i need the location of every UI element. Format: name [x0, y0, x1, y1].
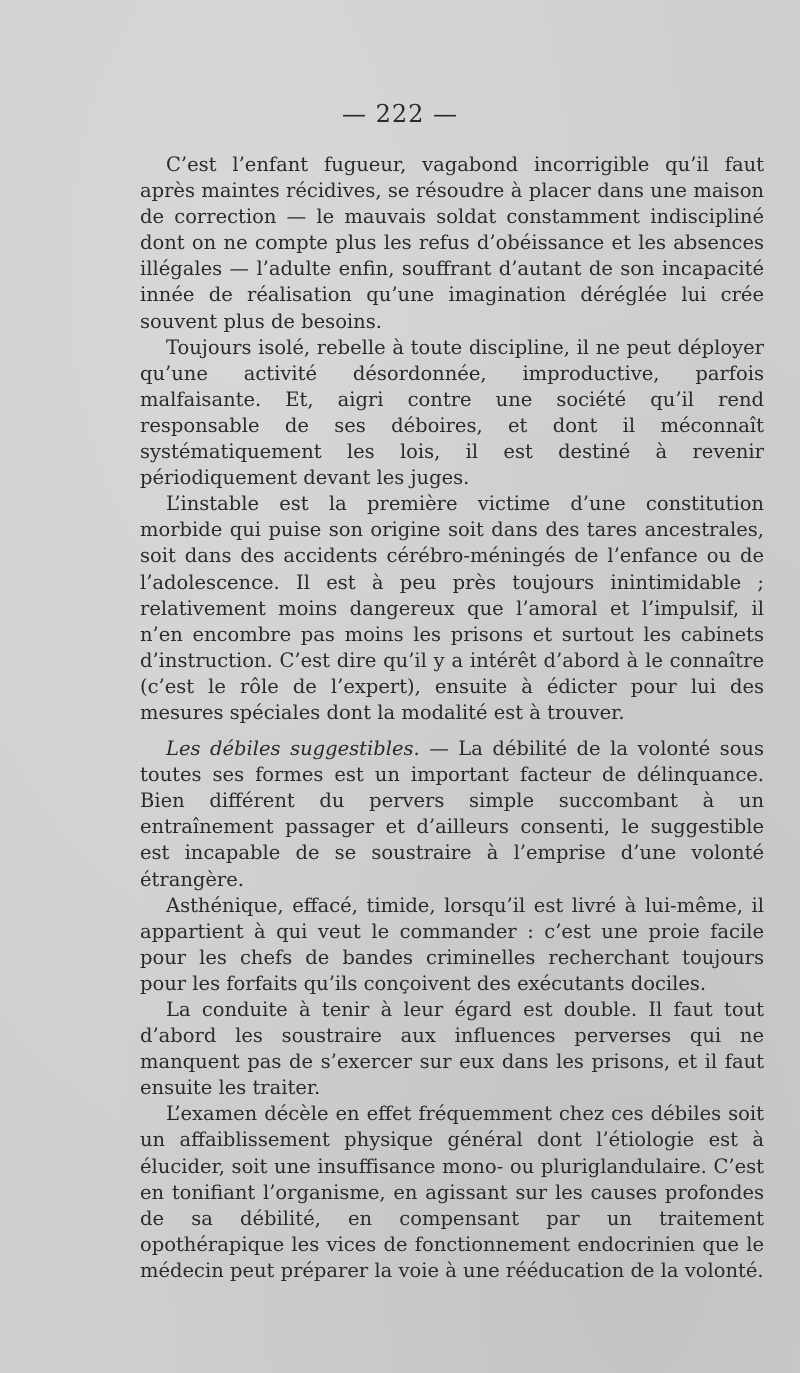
paragraph [140, 1101, 764, 1284]
paragraph-text: C’est l’enfant fugueur, vagabond incorrigible qu’il faut après maintes récidives, se résoudre à placer dans une maison de correction — le mauvais soldat constamment indiscipliné dont on ne compte plus les refus d’obéissance et les absences illégales — l’adulte enfin, souffrant d’autant de son incapacité innée de réalisation qu’une imagination déréglée lui crée souvent plus de besoins. [140, 153, 764, 333]
paragraph-text: L’examen décèle en effet fréquemment chez ces débiles soit un affaiblissement physique général dont l’étiologie est à élucider, soit une insuffisance mono- ou pluriglandulaire. C’est en tonifiant l’organisme, en agissant sur les causes profondes de sa débilité, en compensant par un traitement opothérapique les vices de fonctionnement endocrinien que le médecin peut préparer la voie à une rééducation de la volonté. [140, 1102, 764, 1282]
paragraph-text: La conduite à tenir à leur égard est double. Il faut tout d’abord les soustraire aux influences perverses qui ne manquent pas de s’exercer sur eux dans les prisons, et il faut ensuite les traiter. [140, 998, 764, 1100]
paragraph [140, 997, 764, 1101]
paragraph-text: Asthénique, effacé, timide, lorsqu’il est livré à lui-même, il appartient à qui veut le commander : c’est une proie facile pour les chefs de bandes criminelles recherchant toujours pour les forfaits qu’ils conçoivent des exécutants dociles. [140, 893, 764, 995]
text-body [140, 152, 764, 1284]
paragraph-text: L’instable est la première victime d’une constitution morbide qui puise son origine soit dans des tares ancestrales, soit dans des accidents cérébro-méningés de l’enfance ou de l’adolescence. Il est à peu près toujours inintimidable ; relativement moins dangereux que l’amoral et l’impulsif, il n’en encombre pas moins les prisons et surtout les cabinets d’instruction. C’est dire qu’il y a intérêt d’abord à le connaître (c’est le rôle de l’expert), ensuite à édicter pour lui des mesures spéciales dont la modalité est à trouver. [140, 492, 764, 724]
paragraph-text: Toujours isolé, rebelle à toute discipline, il ne peut déployer qu’une activité désordonnée, improductive, parfois malfaisante. Et, aigri contre une société qu’il rend responsable de ses déboires, et dont il méconnaît systématiquement les lois, il est destiné à revenir périodiquement devant les juges. [140, 335, 764, 490]
paragraph [140, 736, 764, 893]
paragraph [140, 152, 764, 335]
page-number: — 222 — [341, 100, 459, 128]
paragraph [140, 491, 764, 726]
paragraph [140, 893, 764, 997]
paragraph-text: — La débilité de la volonté sous toutes ses formes est un important facteur de délinquance. Bien différent du pervers simple succombant à un entraînement passager et d’ailleurs consenti, le suggestible est incapable de se soustraire à l’emprise d’une volonté étrangère. [140, 737, 764, 891]
paragraph [140, 335, 764, 492]
section-heading: Les débiles suggestibles. [166, 737, 420, 761]
